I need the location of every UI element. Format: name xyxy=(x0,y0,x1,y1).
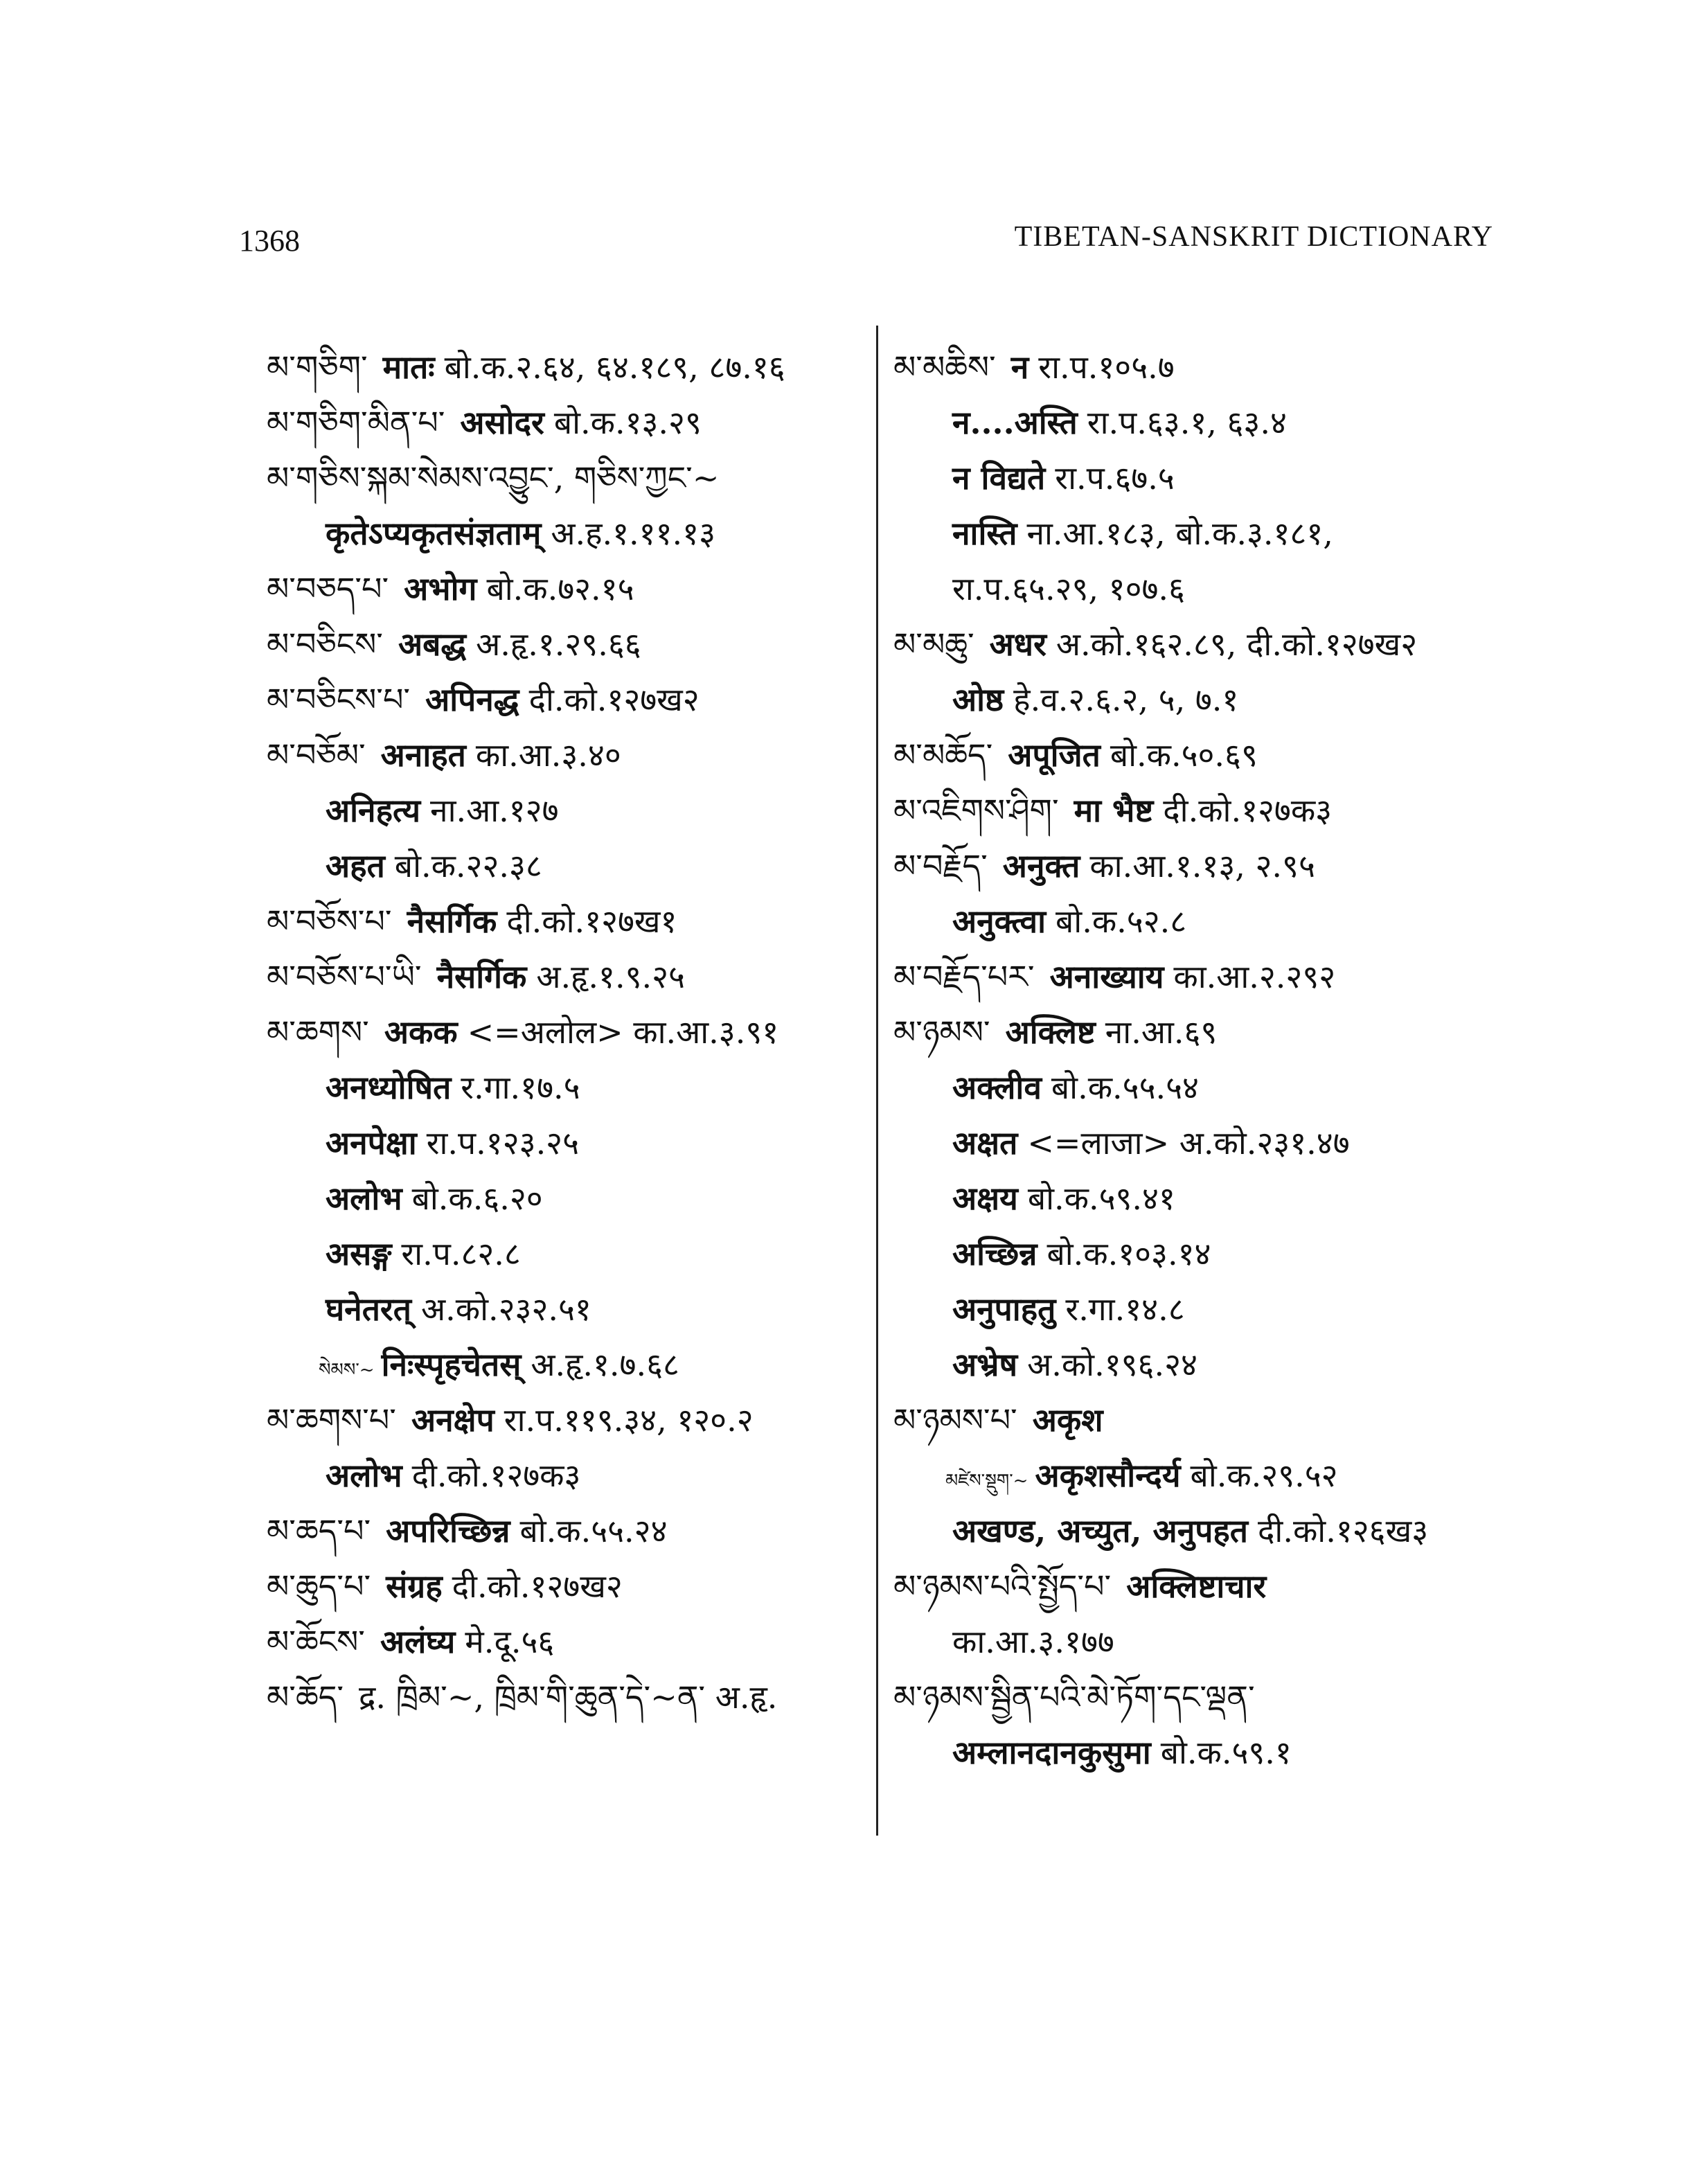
sanskrit-equivalent: अभोग xyxy=(404,570,477,607)
tibetan-headword: མ་ཉམས་སྦྱིན་པའི་མེ་ཏོག་དང་ལྡན་ xyxy=(893,1678,1255,1716)
source-reference: का.आ.१.१३, २.९५ xyxy=(1089,847,1315,885)
dictionary-entry-line xyxy=(267,1004,862,1060)
sanskrit-equivalent: अपिनद्ध xyxy=(425,681,519,718)
tibetan-headword: མ་གཅིས་སྐམ་སེམས་འབྱུང་, གཅིས་ཀྱང་~ xyxy=(267,459,720,497)
source-reference: अ.को.१६२.८९, दी.को.१२७ख२ xyxy=(1056,625,1418,663)
sanskrit-equivalent: अम्लानदानकुसुमा xyxy=(952,1734,1151,1771)
dictionary-entry-line xyxy=(267,616,862,672)
sanskrit-equivalent: अनुपाहतु xyxy=(952,1290,1056,1328)
source-reference: द्र. ཁྲིམ་~, ཁྲིམ་གི་ཆུན་དེ་~ན་ अ.हृ. xyxy=(359,1678,778,1716)
dictionary-entry-line xyxy=(267,1226,862,1281)
tibetan-headword: མ་བརྗོད་པར་ xyxy=(893,958,1035,995)
source-reference: रा.प.१२३.२५ xyxy=(426,1124,580,1162)
tibetan-headword: མ་བཅིངས་ xyxy=(267,625,383,663)
source-reference: दी.को.१२७ख१ xyxy=(506,903,677,940)
dictionary-entry-line xyxy=(893,727,1517,783)
source-reference: बो.क.२९.५२ xyxy=(1190,1457,1338,1494)
dictionary-entry-line xyxy=(267,1614,862,1669)
page-number: 1368 xyxy=(239,224,300,258)
sanskrit-equivalent: अक्लिष्ट xyxy=(1005,1013,1096,1051)
tibetan-headword: མ་མཆིས་ xyxy=(893,348,996,386)
dictionary-entry-line xyxy=(893,339,1517,395)
tibetan-headword: མཛེས་སྡུག་~ xyxy=(945,1471,1028,1491)
sanskrit-equivalent: मातः xyxy=(382,348,435,386)
source-reference: अ.ह.१.११.१३ xyxy=(551,515,715,552)
source-reference: अ.को.२३२.५१ xyxy=(420,1290,591,1328)
dictionary-entry-line xyxy=(267,1115,862,1171)
dictionary-entry-line xyxy=(267,1060,862,1115)
sanskrit-equivalent: अकृशसौन्दर्य xyxy=(1035,1457,1181,1494)
dictionary-entry-line xyxy=(893,1392,1517,1448)
sanskrit-equivalent: अलोभ xyxy=(326,1457,402,1494)
dictionary-entry-line xyxy=(893,672,1517,727)
dictionary-entry-line xyxy=(893,1614,1517,1669)
sanskrit-equivalent: अबद्ध xyxy=(398,625,467,663)
source-reference: अ.को.१९६.२४ xyxy=(1027,1346,1197,1383)
source-reference: का.आ.३.१७७ xyxy=(952,1623,1114,1660)
source-reference: दी.को.१२७क३ xyxy=(1163,792,1333,829)
dictionary-entry-line xyxy=(893,450,1517,506)
source-reference: अ.हृ.१.९.२५ xyxy=(536,958,685,995)
sanskrit-equivalent: अनपेक्षा xyxy=(326,1124,417,1162)
tibetan-headword: མ་མཆུ་ xyxy=(893,625,974,663)
source-reference: ना.आ.१२७ xyxy=(430,792,559,829)
sanskrit-equivalent: न विद्यते xyxy=(952,459,1046,497)
tibetan-headword: མ་གཅིག་མིན་པ་ xyxy=(267,404,445,441)
source-reference: रा.प.६३.१, ६३.४ xyxy=(1087,404,1287,441)
sanskrit-equivalent: अपूजित xyxy=(1008,736,1101,774)
tibetan-headword: མ་ཆགས་པ་ xyxy=(267,1401,396,1439)
source-reference: बो.क.५०.६९ xyxy=(1110,736,1258,774)
tibetan-headword: མ་བཅད་པ་ xyxy=(267,570,389,607)
sanskrit-equivalent: कृतेऽप्यकृतसंज्ञताम् xyxy=(326,515,542,552)
sanskrit-equivalent: अधर xyxy=(989,625,1047,663)
running-title: TIBETAN-SANSKRIT DICTIONARY xyxy=(1014,221,1493,253)
sanskrit-equivalent: अक्षय xyxy=(952,1180,1018,1217)
tibetan-headword: མ་འཇིགས་ཤིག་ xyxy=(893,792,1059,829)
source-reference: दी.को.१२६ख३ xyxy=(1258,1512,1429,1550)
source-reference: रा.प.११९.३४, १२०.२ xyxy=(504,1401,754,1439)
dictionary-entry-line xyxy=(893,838,1517,894)
source-reference: अ.हृ.१.७.६८ xyxy=(531,1346,679,1383)
source-reference: बो.क.५५.२४ xyxy=(519,1512,668,1550)
source-reference: बो.क.१०३.१४ xyxy=(1047,1235,1211,1272)
source-reference: र.गा.१७.५ xyxy=(461,1069,580,1106)
source-reference: दी.को.१२७ख२ xyxy=(452,1568,623,1605)
dictionary-entry-line xyxy=(267,783,862,838)
source-reference: बो.क.५९.४१ xyxy=(1027,1180,1175,1217)
sanskrit-equivalent: नैसर्गिक xyxy=(436,958,527,995)
dictionary-entry-line xyxy=(893,561,1517,616)
source-reference: बो.क.५९.१ xyxy=(1160,1734,1292,1771)
source-reference: बो.क.१३.२९ xyxy=(553,404,702,441)
dictionary-entry-line xyxy=(893,1226,1517,1281)
dictionary-entry-line xyxy=(267,395,862,450)
sanskrit-equivalent: नास्ति xyxy=(952,515,1017,552)
sanskrit-equivalent: ओष्ठ xyxy=(952,681,1004,718)
tibetan-headword: མ་ཉམས་པའི་སྤྱོད་པ་ xyxy=(893,1568,1112,1605)
dictionary-entry-line xyxy=(893,949,1517,1004)
dictionary-entry-line xyxy=(267,1171,862,1226)
sanskrit-equivalent: मा भैष्ट xyxy=(1074,792,1154,829)
tibetan-headword: མ་ཆགས་ xyxy=(267,1013,369,1051)
source-reference: रा.प.८२.८ xyxy=(401,1235,521,1272)
dictionary-entry-line xyxy=(267,672,862,727)
dictionary-entry-line xyxy=(893,894,1517,949)
dictionary-entry-line xyxy=(893,1281,1517,1337)
dictionary-entry-line xyxy=(267,506,862,561)
dictionary-entry-line xyxy=(893,1559,1517,1614)
tibetan-headword: མ་བཅོམ་ xyxy=(267,736,366,774)
dictionary-entry-line xyxy=(893,506,1517,561)
sanskrit-equivalent: नैसर्गिक xyxy=(407,903,497,940)
source-reference: बो.क.६.२० xyxy=(411,1180,543,1217)
left-column xyxy=(267,339,862,1725)
dictionary-entry-line xyxy=(893,395,1517,450)
sanskrit-equivalent: घनेतरत् xyxy=(326,1290,411,1328)
dictionary-entry-line xyxy=(267,1392,862,1448)
dictionary-entry-line xyxy=(267,561,862,616)
dictionary-entry-line xyxy=(893,1004,1517,1060)
dictionary-entry-line xyxy=(267,1337,862,1392)
tibetan-headword: མ་ཆོངས་ xyxy=(267,1623,365,1660)
sanskrit-equivalent: न xyxy=(1010,348,1029,386)
column-divider xyxy=(876,326,878,1836)
tibetan-headword: མ་བཅོས་པ་ཡི་ xyxy=(267,958,422,995)
dictionary-entry-line xyxy=(267,339,862,395)
tibetan-headword: མ་ཆུད་པ་ xyxy=(267,1568,371,1605)
sanskrit-equivalent: अक्षत xyxy=(952,1124,1018,1162)
dictionary-entry-line xyxy=(267,727,862,783)
sanskrit-equivalent: अक्लिष्टाचार xyxy=(1126,1568,1267,1605)
sanskrit-equivalent: अनध्योषित xyxy=(326,1069,452,1106)
dictionary-entry-line xyxy=(267,949,862,1004)
right-column xyxy=(893,339,1517,1780)
dictionary-entry-line xyxy=(893,1337,1517,1392)
dictionary-entry-line xyxy=(893,1725,1517,1780)
source-reference: मे.दू.५६ xyxy=(465,1623,555,1660)
sanskrit-equivalent: अनक्षेप xyxy=(411,1401,495,1439)
sanskrit-equivalent: अक्लीव xyxy=(952,1069,1042,1106)
source-reference: ना.आ.६९ xyxy=(1105,1013,1218,1051)
dictionary-entry-line xyxy=(267,1503,862,1559)
source-reference: दी.को.१२७ख२ xyxy=(528,681,700,718)
source-reference: रा.प.१०५.७ xyxy=(1038,348,1175,386)
dictionary-entry-line xyxy=(893,1503,1517,1559)
dictionary-entry-line xyxy=(893,783,1517,838)
tibetan-headword: མ་མཆོད་ xyxy=(893,736,993,774)
source-reference: बो.क.५२.८ xyxy=(1056,903,1187,940)
dictionary-entry-line xyxy=(267,838,862,894)
dictionary-entry-line xyxy=(893,1669,1517,1725)
sanskrit-equivalent: असोदर xyxy=(460,404,544,441)
sanskrit-equivalent: अलोभ xyxy=(326,1180,402,1217)
dictionary-entry-line xyxy=(893,1171,1517,1226)
source-reference: बो.क.५५.५४ xyxy=(1051,1069,1199,1106)
dictionary-entry-line xyxy=(893,1060,1517,1115)
sanskrit-equivalent: अखण्ड, अच्युत, अनुपहत xyxy=(952,1512,1248,1550)
source-reference: हे.व.२.६.२, ५, ७.१ xyxy=(1013,681,1239,718)
tibetan-headword: སེམས་~ xyxy=(319,1360,375,1380)
dictionary-entry-line xyxy=(893,1448,1517,1503)
source-reference: का.आ.३.४० xyxy=(475,736,621,774)
source-reference: <=लाजा> अ.को.२३१.४७ xyxy=(1027,1124,1350,1162)
sanskrit-equivalent: अकक xyxy=(384,1013,458,1051)
sanskrit-equivalent: अनाख्याय xyxy=(1049,958,1164,995)
dictionary-entry-line xyxy=(893,1115,1517,1171)
dictionary-entry-line xyxy=(267,1281,862,1337)
sanskrit-equivalent: अनुक्त्वा xyxy=(952,903,1047,940)
source-reference: रा.प.६७.५ xyxy=(1055,459,1175,497)
dictionary-entry-line xyxy=(267,1669,862,1725)
source-reference: <=अलोल> का.आ.३.९१ xyxy=(467,1013,779,1051)
source-reference: का.आ.२.२९२ xyxy=(1173,958,1336,995)
dictionary-entry-line xyxy=(267,450,862,506)
sanskrit-equivalent: न....अस्ति xyxy=(952,404,1078,441)
tibetan-headword: མ་གཅིག་ xyxy=(267,348,368,386)
sanskrit-equivalent: अनुक्त xyxy=(1002,847,1080,885)
sanskrit-equivalent: अनाहत xyxy=(380,736,466,774)
source-reference: बो.क.२२.३८ xyxy=(394,847,542,885)
sanskrit-equivalent: अकृश xyxy=(1032,1401,1103,1439)
tibetan-headword: མ་ཉམས་ xyxy=(893,1013,990,1051)
tibetan-headword: མ་བཅོས་པ་ xyxy=(267,903,392,940)
source-reference: अ.हृ.१.२९.६६ xyxy=(476,625,641,663)
tibetan-headword: མ་ཉམས་པ་ xyxy=(893,1401,1017,1439)
dictionary-entry-line xyxy=(893,616,1517,672)
sanskrit-equivalent: निःस्पृहचेतस् xyxy=(381,1346,522,1383)
source-reference: र.गा.१४.८ xyxy=(1065,1290,1185,1328)
dictionary-entry-line xyxy=(267,1559,862,1614)
dictionary-entry-line xyxy=(267,894,862,949)
source-reference: बो.क.२.६४, ६४.१८९, ८७.१६ xyxy=(444,348,785,386)
source-reference: बो.क.७२.१५ xyxy=(486,570,634,607)
sanskrit-equivalent: असङ्ग xyxy=(326,1235,392,1272)
tibetan-headword: མ་བཅིངས་པ་ xyxy=(267,681,411,718)
source-reference: ना.आ.१८३, बो.क.३.१८१, xyxy=(1026,515,1333,552)
dictionary-entry-line xyxy=(267,1448,862,1503)
sanskrit-equivalent: अच्छिन्न xyxy=(952,1235,1037,1272)
sanskrit-equivalent: अनिहत्य xyxy=(326,792,421,829)
sanskrit-equivalent: संग्रह xyxy=(386,1568,443,1605)
source-reference: रा.प.६५.२९, १०७.६ xyxy=(952,570,1185,607)
source-reference: दी.को.१२७क३ xyxy=(411,1457,581,1494)
tibetan-headword: མ་ཆད་པ་ xyxy=(267,1512,371,1550)
sanskrit-equivalent: अहत xyxy=(326,847,385,885)
sanskrit-equivalent: अपरिच्छिन्न xyxy=(386,1512,510,1550)
sanskrit-equivalent: अभ्रेष xyxy=(952,1346,1018,1383)
tibetan-headword: མ་ཆོད་ xyxy=(267,1678,344,1716)
tibetan-headword: མ་བརྗོད་ xyxy=(893,847,988,885)
sanskrit-equivalent: अलंघ्य xyxy=(380,1623,456,1660)
